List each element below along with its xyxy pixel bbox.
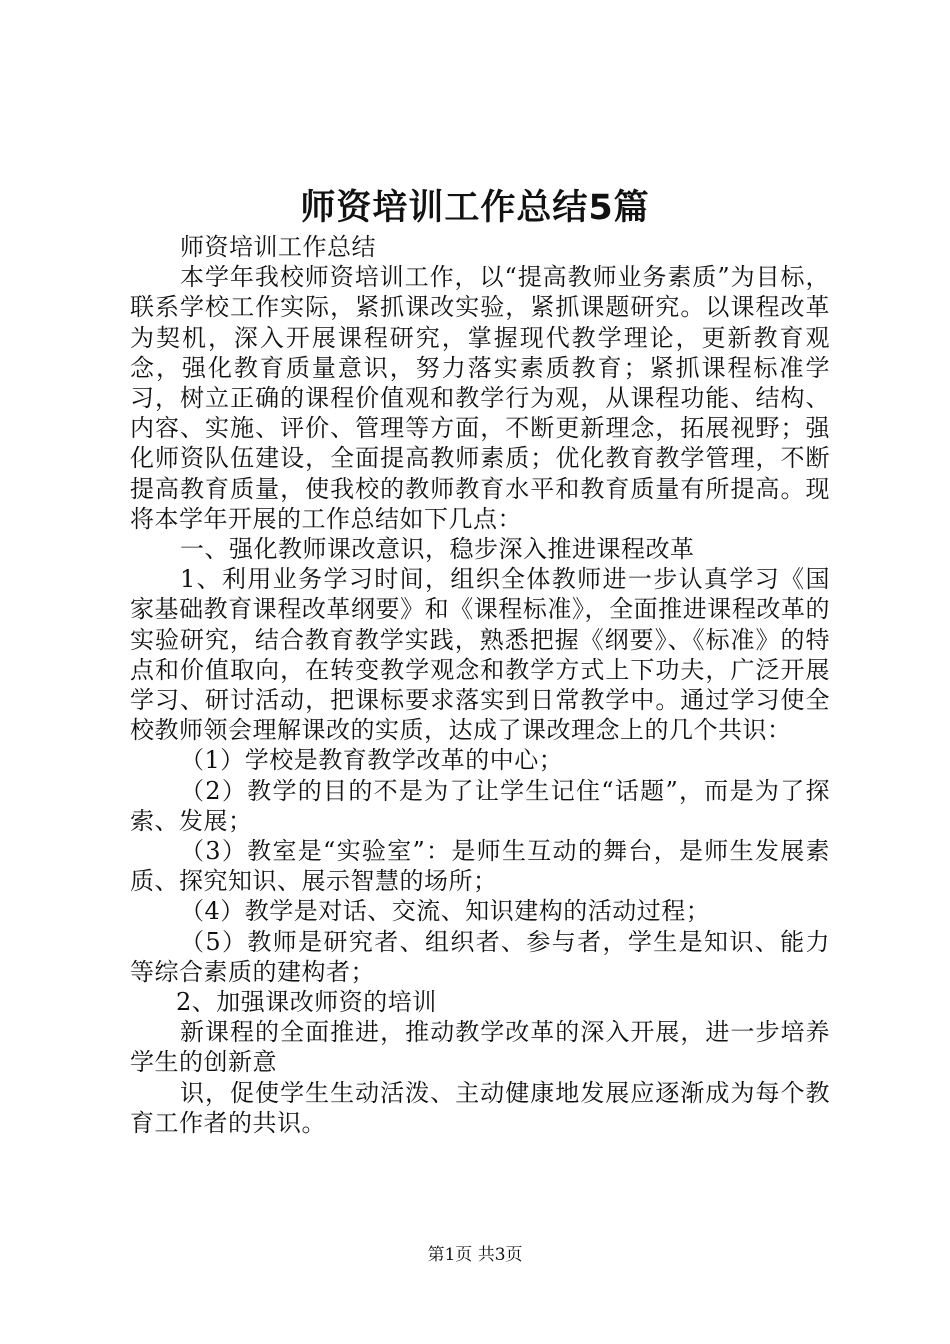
section-heading-1: 一、强化教师课改意识，稳步深入推进课程改革 <box>180 535 695 564</box>
consensus-item-2: （2）教学的目的不是为了让学生记住“话题”，而是为了探索、发展； <box>130 776 830 835</box>
consensus-item-5: （5）教师是研究者、组织者、参与者，学生是知识、能力等综合素质的建构者； <box>130 927 830 986</box>
document-title: 师资培训工作总结5篇 <box>300 188 650 228</box>
paragraph-training-2: 识，促使学生生动活泼、主动健康地发展应逐渐成为每个教育工作者的共识。 <box>130 1078 830 1137</box>
intro-paragraph: 本学年我校师资培训工作，以“提高教师业务素质”为目标，联系学校工作实际，紧抓课改实验，紧抓课题研究。以课程改革为契机，深入开展课程研究，掌握现代教学理论，更新教育观念，强化教育质量意识，努力落实素质教育；紧抓课程标准学习，树立正确的课程价值观和教学行为观，从课程功能、结构、内容、实施、评价、管理等方面，不断更新理念，拓展视野；强化师资队伍建设，全面提高教师素质；优化教育教学管理，不断提高教育质量，使我校的教师教育水平和教育质量有所提高。现将本学年开展的工作总结如下几点： <box>130 263 830 533</box>
document-body <box>130 232 830 1138</box>
page-number-footer: 第1页 共3页 <box>427 1245 523 1265</box>
consensus-item-4: （4）教学是对话、交流、知识建构的活动过程； <box>180 897 711 926</box>
consensus-item-3: （3）教室是“实验室”：是师生互动的舞台，是师生发展素质、探究知识、展示智慧的场所； <box>130 837 830 896</box>
section-heading-2: 2、加强课改师资的培训 <box>176 988 437 1017</box>
section-heading: 师资培训工作总结 <box>180 233 376 261</box>
consensus-item-1: （1）学校是教育教学改革的中心； <box>180 746 564 775</box>
paragraph-item-1: 1、利用业务学习时间，组织全体教师进一步认真学习《国家基础教育课程改革纲要》和《课程标准》，全面推进课程改革的实验研究，结合教育教学实践，熟悉把握《纲要》、《标准》的特点和价值取向，在转变教学观念和教学方式上下功夫，广泛开展学习、研讨活动，把课标要求落实到日常教学中。通过学习使全校教师领会理解课改的实质，达成了课改理念上的几个共识： <box>130 565 830 745</box>
paragraph-training-1: 新课程的全面推进，推动教学改革的深入开展，进一步培养学生的创新意 <box>130 1018 830 1077</box>
